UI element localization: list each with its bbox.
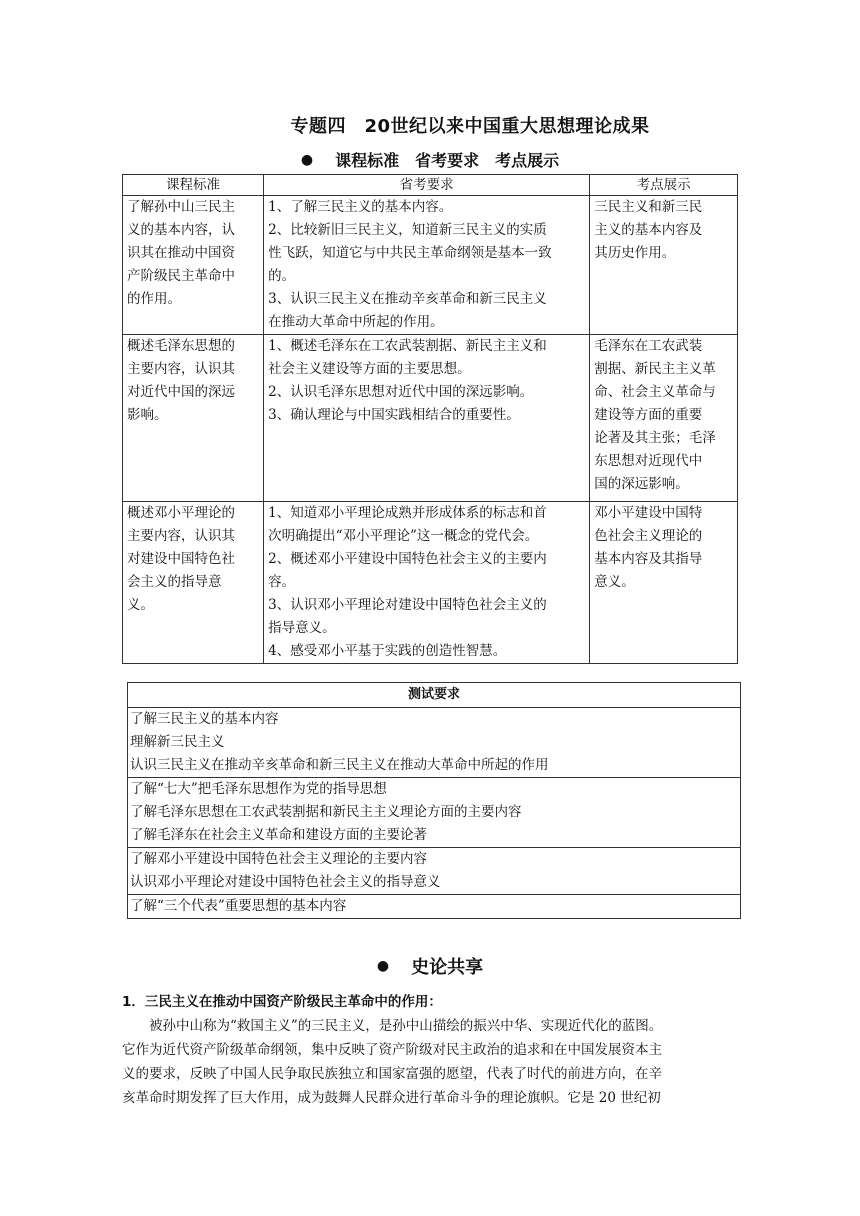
cell-text-line: 影响。 bbox=[127, 407, 168, 423]
table-row bbox=[128, 778, 741, 848]
test-requirements-table bbox=[127, 682, 741, 919]
cell-text-line: 东思想对近现代中 bbox=[594, 453, 703, 469]
test-requirement-line: 认识邓小平理论对建设中国特色社会主义的指导意义 bbox=[130, 874, 441, 890]
cell-text-line: 性飞跃，知道它与中共民主革命纲领是基本一致 bbox=[268, 245, 552, 261]
points-cell bbox=[590, 502, 738, 664]
test-requirement-line: 了解三民主义的基本内容 bbox=[130, 711, 279, 727]
history-subheading: 1．三民主义在推动中国资产阶级民主革命中的作用： bbox=[122, 994, 442, 1010]
test-requirement-cell bbox=[128, 895, 741, 919]
requirements-cell bbox=[264, 502, 590, 664]
paragraph-line: 被孙中山称为“救国主义”的三民主义，是孙中山描绘的振兴中华、实现近代化的蓝图。 bbox=[149, 1018, 663, 1034]
section-heading-label: 课程标准 省考要求 考点展示 bbox=[335, 151, 560, 170]
cell-text-line: 的。 bbox=[268, 268, 296, 284]
cell-text-line: 论著及其主张；毛泽 bbox=[594, 430, 716, 446]
cell-text-line: 3、认识邓小平理论对建设中国特色社会主义的 bbox=[268, 597, 547, 613]
cell-text-line: 命、社会主义革命与 bbox=[594, 384, 716, 400]
table-row bbox=[128, 848, 741, 895]
column-header-requirements: 省考要求 bbox=[264, 175, 590, 196]
cell-text-line: 概述毛泽东思想的 bbox=[127, 338, 235, 354]
column-header-standard: 课程标准 bbox=[123, 175, 264, 196]
test-requirement-line: 了解邓小平建设中国特色社会主义理论的主要内容 bbox=[130, 851, 427, 867]
cell-text-line: 对建设中国特色社 bbox=[127, 551, 235, 567]
cell-text-line: 2、概述邓小平建设中国特色社会主义的主要内 bbox=[268, 551, 547, 567]
cell-text-line: 了解孙中山三民主 bbox=[127, 199, 235, 215]
test-requirement-line: 认识三民主义在推动辛亥革命和新三民主义在推动大革命中所起的作用 bbox=[130, 757, 549, 773]
cell-text-line: 主义的基本内容及 bbox=[594, 222, 703, 238]
cell-text-line: 容。 bbox=[268, 574, 296, 590]
test-requirements-header: 测试要求 bbox=[128, 683, 741, 708]
cell-text-line: 会主义的指导意 bbox=[127, 574, 222, 590]
test-requirement-cell bbox=[128, 708, 741, 778]
table-row bbox=[128, 895, 741, 919]
cell-text-line: 毛泽东在工农武装 bbox=[594, 338, 703, 354]
requirements-cell bbox=[264, 196, 590, 335]
cell-text-line: 在推动大革命中所起的作用。 bbox=[268, 314, 444, 330]
standard-cell bbox=[123, 335, 264, 502]
cell-text-line: 割据、新民主主义革 bbox=[594, 361, 716, 377]
cell-text-line: 产阶级民主革命中 bbox=[127, 268, 235, 284]
cell-text-line: 1、了解三民主义的基本内容。 bbox=[268, 199, 453, 215]
cell-text-line: 基本内容及其指导 bbox=[594, 551, 703, 567]
test-requirement-line: 了解毛泽东思想在工农武装割据和新民主主义理论方面的主要内容 bbox=[130, 804, 522, 820]
standard-cell bbox=[123, 196, 264, 335]
bullet-icon: ● bbox=[376, 958, 390, 974]
section-heading-label: 史论共享 bbox=[411, 957, 484, 978]
bullet-icon: ● bbox=[300, 151, 314, 168]
test-requirement-cell bbox=[128, 848, 741, 895]
paragraph-line: 义的要求，反映了中国人民争取民族独立和国家富强的愿望，代表了时代的前进方向，在辛 bbox=[122, 1066, 662, 1082]
cell-text-line: 识其在推动中国资 bbox=[127, 245, 235, 261]
test-requirement-line: 理解新三民主义 bbox=[130, 734, 225, 750]
cell-text-line: 建设等方面的重要 bbox=[594, 407, 703, 423]
requirements-cell bbox=[264, 335, 590, 502]
history-paragraph bbox=[122, 1014, 738, 1110]
cell-text-line: 主要内容，认识其 bbox=[127, 361, 235, 377]
section-heading-history bbox=[0, 953, 860, 979]
cell-text-line: 3、认识三民主义在推动辛亥革命和新三民主义 bbox=[268, 291, 547, 307]
column-header-points: 考点展示 bbox=[590, 175, 738, 196]
table-row bbox=[123, 502, 738, 664]
standard-cell bbox=[123, 502, 264, 664]
table-row bbox=[128, 708, 741, 778]
points-cell bbox=[590, 335, 738, 502]
cell-text-line: 3、确认理论与中国实践相结合的重要性。 bbox=[268, 407, 520, 423]
cell-text-line: 的作用。 bbox=[127, 291, 181, 307]
cell-text-line: 2、比较新旧三民主义，知道新三民主义的实质 bbox=[268, 222, 547, 238]
standards-table bbox=[122, 174, 738, 664]
cell-text-line: 三民主义和新三民 bbox=[594, 199, 703, 215]
cell-text-line: 概述邓小平理论的 bbox=[127, 505, 235, 521]
test-requirement-line: 了解“七大”把毛泽东思想作为党的指导思想 bbox=[130, 781, 387, 797]
cell-text-line: 主要内容，认识其 bbox=[127, 528, 235, 544]
cell-text-line: 次明确提出“邓小平理论”这一概念的党代会。 bbox=[268, 528, 539, 544]
cell-text-line: 意义。 bbox=[594, 574, 635, 590]
cell-text-line: 2、认识毛泽东思想对近代中国的深远影响。 bbox=[268, 384, 534, 400]
points-cell bbox=[590, 196, 738, 335]
standards-table-header-row bbox=[123, 175, 738, 196]
cell-text-line: 4、感受邓小平基于实践的创造性智慧。 bbox=[268, 643, 507, 659]
cell-text-line: 社会主义建设等方面的主要思想。 bbox=[268, 361, 471, 377]
cell-text-line: 指导意义。 bbox=[268, 620, 336, 636]
cell-text-line: 1、知道邓小平理论成熟并形成体系的标志和首 bbox=[268, 505, 547, 521]
cell-text-line: 对近代中国的深远 bbox=[127, 384, 235, 400]
paragraph-line: 它作为近代资产阶级革命纲领，集中反映了资产阶级对民主政治的追求和在中国发展资本主 bbox=[122, 1042, 662, 1058]
cell-text-line: 邓小平建设中国特 bbox=[594, 505, 703, 521]
test-requirement-cell bbox=[128, 778, 741, 848]
test-requirement-line: 了解“三个代表”重要思想的基本内容 bbox=[130, 898, 347, 914]
section-heading-standards bbox=[0, 148, 860, 171]
table-row bbox=[123, 196, 738, 335]
cell-text-line: 国的深远影响。 bbox=[594, 476, 689, 492]
paragraph-line: 亥革命时期发挥了巨大作用，成为鼓舞人民群众进行革命斗争的理论旗帜。它是 20 世纪初 bbox=[122, 1090, 661, 1106]
cell-text-line: 1、概述毛泽东在工农武装割据、新民主主义和 bbox=[268, 338, 547, 354]
table-row bbox=[123, 335, 738, 502]
cell-text-line: 义的基本内容，认 bbox=[127, 222, 235, 238]
cell-text-line: 其历史作用。 bbox=[594, 245, 676, 261]
cell-text-line: 义。 bbox=[127, 597, 154, 613]
cell-text-line: 色社会主义理论的 bbox=[594, 528, 703, 544]
test-requirement-line: 了解毛泽东在社会主义革命和建设方面的主要论著 bbox=[130, 827, 427, 843]
page-title: 专题四 20世纪以来中国重大思想理论成果 bbox=[290, 116, 650, 137]
